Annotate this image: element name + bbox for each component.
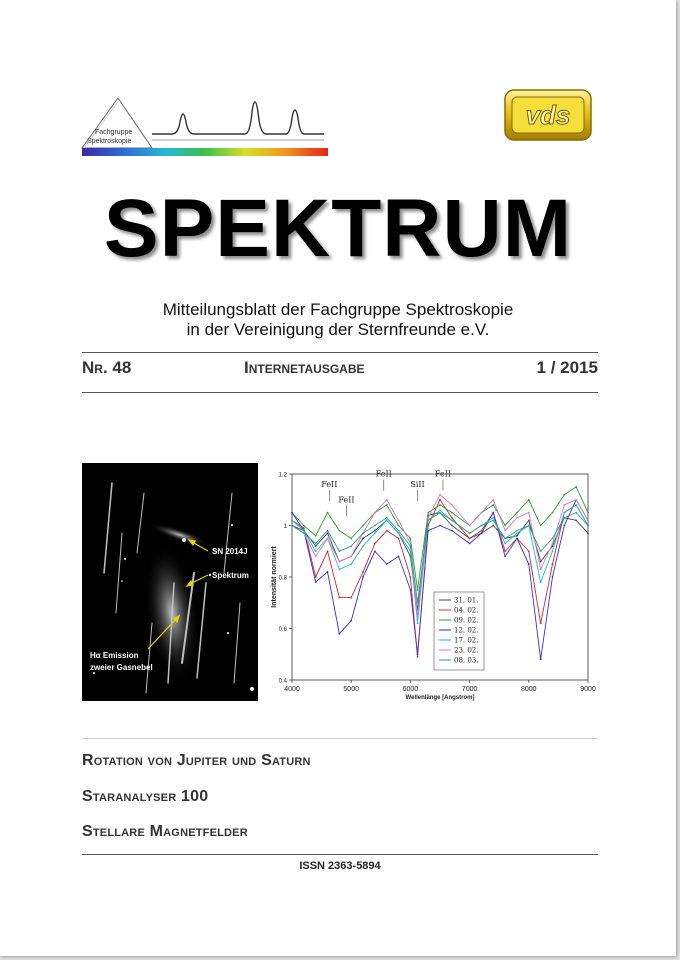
- series-point: [451, 504, 453, 506]
- series-point: [386, 519, 388, 521]
- series-point: [575, 486, 577, 488]
- series-point: [552, 512, 554, 514]
- series-point: [315, 556, 317, 558]
- series-point: [540, 568, 542, 570]
- series-point: [540, 622, 542, 624]
- series-point: [492, 519, 494, 521]
- series-point: [374, 550, 376, 552]
- series-point: [469, 537, 471, 539]
- series-point: [528, 525, 530, 527]
- series-point: [540, 550, 542, 552]
- series-point: [575, 512, 577, 514]
- divider-bottom: [82, 854, 598, 855]
- series-point: [587, 512, 589, 514]
- x-axis-label: Wellenlänge [Angstrom]: [405, 695, 475, 701]
- series-point: [327, 530, 329, 532]
- x-tick-label: 7000: [461, 686, 478, 693]
- annotation-label: FeII: [375, 469, 392, 479]
- issue-date: 1 / 2015: [536, 358, 598, 377]
- series-point: [563, 512, 565, 514]
- series-point: [540, 581, 542, 583]
- series-point: [398, 519, 400, 521]
- annotation-label: FeII: [338, 495, 355, 505]
- series-point: [575, 499, 577, 501]
- spectrum-line: [152, 102, 324, 134]
- series-point: [398, 525, 400, 527]
- series-point: [327, 537, 329, 539]
- label-gasnebel: zweier Gasnebel: [90, 663, 153, 672]
- series-point: [327, 571, 329, 573]
- label-sn2014j: SN 2014J: [212, 547, 248, 556]
- series-point: [451, 519, 453, 521]
- series-point: [540, 659, 542, 661]
- series-point: [386, 504, 388, 506]
- series-point: [350, 556, 352, 558]
- legend-label: 04. 02.: [454, 606, 479, 615]
- series-point: [439, 509, 441, 511]
- y-tick-label: 0.4: [278, 678, 287, 685]
- series-point: [504, 550, 506, 552]
- series-point: [504, 537, 506, 539]
- series-point: [291, 512, 293, 514]
- divider-issue: [82, 392, 598, 393]
- series-point: [563, 525, 565, 527]
- series-point: [516, 532, 518, 534]
- series-point: [516, 512, 518, 514]
- series-point: [563, 504, 565, 506]
- series-point: [492, 525, 494, 527]
- series-point: [492, 517, 494, 519]
- series-point: [386, 517, 388, 519]
- series-point: [540, 561, 542, 563]
- series-point: [439, 494, 441, 496]
- page-title: SPEKTRUM: [103, 183, 573, 274]
- legend-label: 12. 02.: [454, 626, 479, 635]
- series-point: [469, 525, 471, 527]
- label-spektrum: Spektrum: [212, 571, 249, 580]
- x-tick-label: 4000: [284, 686, 300, 693]
- issn: ISSN 2363-5894: [299, 860, 381, 872]
- series-point: [374, 543, 376, 545]
- series-point: [362, 571, 364, 573]
- series-point: [516, 535, 518, 537]
- series-point: [552, 543, 554, 545]
- spectrum-bar: [82, 148, 328, 156]
- series-point: [410, 589, 412, 591]
- series-point: [439, 499, 441, 501]
- spectrum-chart: [264, 466, 598, 706]
- y-axis-label: Intensität normiert: [271, 546, 278, 608]
- series-point: [350, 620, 352, 622]
- series-point: [338, 550, 340, 552]
- series-point: [516, 517, 518, 519]
- series-point: [451, 530, 453, 532]
- series-point: [291, 525, 293, 527]
- fachgruppe-logo: [80, 92, 332, 158]
- series-point: [417, 602, 419, 604]
- series-point: [481, 525, 483, 527]
- series-point: [327, 550, 329, 552]
- series-point: [492, 499, 494, 501]
- series-point: [350, 545, 352, 547]
- series-point: [552, 550, 554, 552]
- series-point: [374, 532, 376, 534]
- y-tick-label: 1.2: [278, 472, 287, 479]
- legend-label: 23. 02.: [454, 646, 479, 655]
- series-point: [291, 519, 293, 521]
- series-point: [439, 525, 441, 527]
- subtitle-line2: in der Vereinigung der Sternfreunde e.V.: [186, 320, 490, 339]
- series-point: [315, 550, 317, 552]
- series-point: [469, 532, 471, 534]
- x-tick-label: 8000: [521, 686, 537, 693]
- annotation-label: FeII: [321, 479, 338, 489]
- series-point: [315, 545, 317, 547]
- divider-middle: [82, 738, 598, 739]
- series-point: [410, 576, 412, 578]
- issue-edition: Internetausgabe: [244, 358, 365, 377]
- y-tick-label: 0.6: [278, 627, 287, 633]
- subtitle: [0, 300, 676, 340]
- legend-label: 08. 03.: [454, 656, 479, 665]
- series-point: [386, 563, 388, 565]
- series-point: [315, 535, 317, 537]
- series-point: [552, 537, 554, 539]
- series-point: [398, 532, 400, 534]
- series-point: [362, 576, 364, 578]
- series-point: [540, 525, 542, 527]
- series-point: [528, 519, 530, 521]
- series-point: [481, 532, 483, 534]
- x-tick-label: 9000: [580, 686, 596, 693]
- series-point: [439, 504, 441, 506]
- series-point: [303, 527, 305, 529]
- series-point: [338, 530, 340, 532]
- y-tick-label: 1: [283, 524, 287, 530]
- legend-label: 17. 02.: [454, 636, 479, 645]
- y-tick-label: 0.8: [278, 575, 287, 582]
- series-point: [350, 537, 352, 539]
- series-point: [398, 530, 400, 532]
- series-point: [528, 512, 530, 514]
- series-point: [528, 550, 530, 552]
- series-point: [350, 563, 352, 565]
- series-point: [469, 543, 471, 545]
- series-point: [575, 504, 577, 506]
- series-point: [504, 543, 506, 545]
- headline-1: Rotation von Jupiter und Saturn: [82, 752, 311, 769]
- logo-text-line1: Fachgruppe: [95, 129, 133, 136]
- series-point: [338, 561, 340, 563]
- series-point: [451, 512, 453, 514]
- x-tick-label: 5000: [343, 686, 359, 693]
- annotation-label: SiII: [410, 479, 425, 489]
- vds-logo-text: vds: [525, 100, 571, 130]
- series-point: [492, 504, 494, 506]
- series-point: [504, 556, 506, 558]
- series-point: [374, 530, 376, 532]
- series-point: [338, 597, 340, 599]
- series-point: [303, 532, 305, 534]
- supernova-photo: [82, 463, 258, 701]
- series-point: [315, 543, 317, 545]
- series-point: [587, 532, 589, 534]
- series-point: [552, 563, 554, 565]
- series-point: [315, 581, 317, 583]
- series-point: [338, 568, 340, 570]
- series-point: [439, 512, 441, 514]
- series-point: [427, 517, 429, 519]
- series-point: [528, 499, 530, 501]
- x-tick-label: 6000: [402, 686, 419, 693]
- series-point: [417, 656, 419, 658]
- series-point: [362, 532, 364, 534]
- series-point: [386, 499, 388, 501]
- series-point: [327, 512, 329, 514]
- series-point: [492, 512, 494, 514]
- series-point: [410, 545, 412, 547]
- series-point: [552, 576, 554, 578]
- series-point: [303, 530, 305, 532]
- series-point: [563, 494, 565, 496]
- series-point: [587, 525, 589, 527]
- legend-label: 09. 02.: [454, 616, 479, 625]
- series-point: [350, 597, 352, 599]
- vds-logo: [503, 88, 593, 142]
- series-point: [374, 525, 376, 527]
- legend-label: 31. 01.: [454, 596, 479, 605]
- series-point: [504, 525, 506, 527]
- series-point: [481, 512, 483, 514]
- series-point: [303, 525, 305, 527]
- issue-number: Nr. 48: [82, 358, 132, 377]
- series-point: [504, 530, 506, 532]
- series-point: [362, 545, 364, 547]
- series-point: [516, 537, 518, 539]
- series-point: [575, 519, 577, 521]
- divider-top: [82, 352, 598, 353]
- series-point: [587, 519, 589, 521]
- series-point: [417, 622, 419, 624]
- series-point: [516, 530, 518, 532]
- series-point: [427, 512, 429, 514]
- series-point: [362, 537, 364, 539]
- series-point: [374, 512, 376, 514]
- series-point: [398, 556, 400, 558]
- series-point: [417, 615, 419, 617]
- headline-3: Stellare Magnetfelder: [82, 823, 248, 840]
- series-point: [410, 537, 412, 539]
- series-point: [427, 519, 429, 521]
- logo-text-line2: Spektroskopie: [87, 138, 132, 145]
- series-point: [362, 525, 364, 527]
- series-point: [338, 633, 340, 635]
- label-ha-emission: Hα Emission: [90, 651, 139, 660]
- headline-2: Staranalyser 100: [82, 788, 209, 805]
- series-point: [451, 517, 453, 519]
- series-point: [528, 563, 530, 565]
- series-point: [451, 525, 453, 527]
- series-point: [417, 653, 419, 655]
- series-point: [417, 589, 419, 591]
- series-point: [386, 530, 388, 532]
- series-point: [398, 537, 400, 539]
- series-point: [410, 543, 412, 545]
- series-point: [563, 517, 565, 519]
- annotation-label: FeII: [434, 469, 452, 479]
- subtitle-line1: Mitteilungsblatt der Fachgruppe Spektroskopie: [162, 300, 514, 319]
